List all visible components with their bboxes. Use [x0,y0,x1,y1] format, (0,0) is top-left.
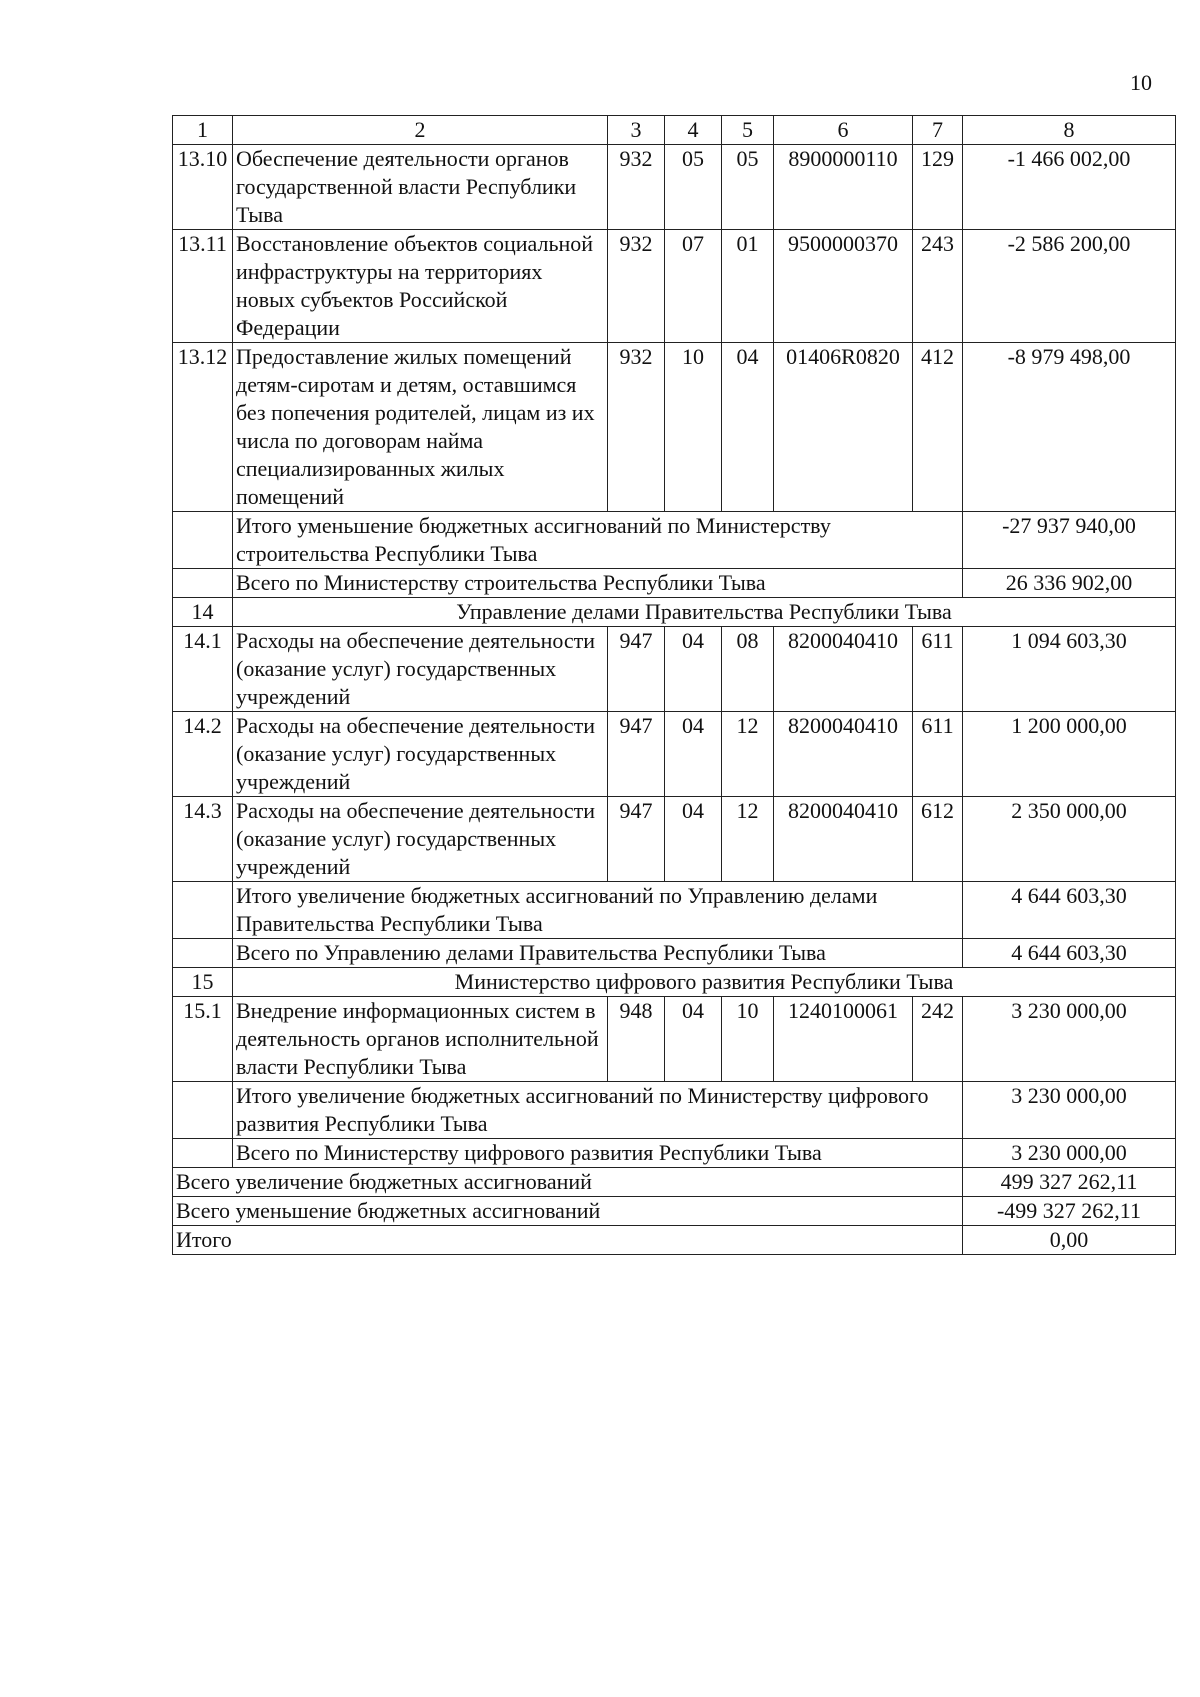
header-cell: 6 [774,116,913,145]
row-col5: 12 [722,712,774,797]
table-row [173,797,1176,882]
row-col7: 243 [913,230,963,343]
empty-cell [173,512,233,569]
table-row [173,145,1176,230]
row-col5: 08 [722,627,774,712]
row-col7: 412 [913,343,963,512]
row-col4: 05 [665,145,722,230]
total-row [173,1226,1176,1255]
row-number: 15.1 [173,997,233,1082]
header-row [173,116,1176,145]
empty-cell [173,1139,233,1168]
row-col6: 9500000370 [774,230,913,343]
row-col4: 04 [665,797,722,882]
summary-text: Всего по Министерству строительства Республики Тыва [233,569,963,598]
empty-cell [173,882,233,939]
total-text: Итого [173,1226,963,1255]
header-cell: 2 [233,116,608,145]
section-row [173,598,1176,627]
row-col3: 948 [608,997,665,1082]
row-col6: 8200040410 [774,797,913,882]
total-text: Всего увеличение бюджетных ассигнований [173,1168,963,1197]
header-cell: 4 [665,116,722,145]
header-cell: 3 [608,116,665,145]
header-cell: 5 [722,116,774,145]
summary-row [173,569,1176,598]
row-amount: 1 200 000,00 [963,712,1176,797]
table-row [173,343,1176,512]
row-col5: 05 [722,145,774,230]
section-title: Министерство цифрового развития Республики Тыва [233,968,1176,997]
row-col6: 8200040410 [774,627,913,712]
row-description: Предоставление жилых помещений детям-сиротам и детям, оставшимся без попечения родителей, лицам из их числа по договорам найма специализированных жилых помещений [233,343,608,512]
row-col5: 10 [722,997,774,1082]
row-amount: -1 466 002,00 [963,145,1176,230]
section-title: Управление делами Правительства Республики Тыва [233,598,1176,627]
summary-row [173,1082,1176,1139]
row-amount: 1 094 603,30 [963,627,1176,712]
summary-row [173,1139,1176,1168]
summary-amount: 3 230 000,00 [963,1139,1176,1168]
empty-cell [173,939,233,968]
row-col3: 932 [608,145,665,230]
row-amount: -8 979 498,00 [963,343,1176,512]
row-col6: 01406R0820 [774,343,913,512]
row-col7: 242 [913,997,963,1082]
total-amount: -499 327 262,11 [963,1197,1176,1226]
row-number: 13.11 [173,230,233,343]
total-text: Всего уменьшение бюджетных ассигнований [173,1197,963,1226]
row-col6: 8900000110 [774,145,913,230]
summary-amount: 3 230 000,00 [963,1082,1176,1139]
row-col7: 129 [913,145,963,230]
row-amount: -2 586 200,00 [963,230,1176,343]
total-row [173,1168,1176,1197]
row-col5: 01 [722,230,774,343]
row-amount: 2 350 000,00 [963,797,1176,882]
summary-text: Всего по Управлению делами Правительства Республики Тыва [233,939,963,968]
summary-row [173,512,1176,569]
summary-amount: 4 644 603,30 [963,939,1176,968]
summary-text: Итого увеличение бюджетных ассигнований по Министерству цифрового развития Республики Тыва [233,1082,963,1139]
row-col5: 04 [722,343,774,512]
section-row [173,968,1176,997]
budget-table [172,115,1176,1255]
row-description: Внедрение информационных систем в деятельность органов исполнительной власти Республики Тыва [233,997,608,1082]
row-description: Восстановление объектов социальной инфраструктуры на территориях новых субъектов Российской Федерации [233,230,608,343]
page-number: 10 [1130,70,1152,95]
summary-amount: 26 336 902,00 [963,569,1176,598]
row-col4: 10 [665,343,722,512]
row-col3: 947 [608,712,665,797]
row-col4: 07 [665,230,722,343]
section-number: 15 [173,968,233,997]
row-col6: 1240100061 [774,997,913,1082]
header-cell: 8 [963,116,1176,145]
row-description: Обеспечение деятельности органов государственной власти Республики Тыва [233,145,608,230]
summary-text: Итого уменьшение бюджетных ассигнований по Министерству строительства Республики Тыва [233,512,963,569]
row-col4: 04 [665,712,722,797]
row-description: Расходы на обеспечение деятельности (оказание услуг) государственных учреждений [233,712,608,797]
row-col6: 8200040410 [774,712,913,797]
row-number: 14.2 [173,712,233,797]
row-number: 14.3 [173,797,233,882]
summary-row [173,939,1176,968]
summary-amount: -27 937 940,00 [963,512,1176,569]
row-col5: 12 [722,797,774,882]
total-row [173,1197,1176,1226]
row-col3: 932 [608,343,665,512]
table-row [173,230,1176,343]
summary-row [173,882,1176,939]
row-number: 13.12 [173,343,233,512]
row-number: 14.1 [173,627,233,712]
row-col7: 611 [913,627,963,712]
total-amount: 0,00 [963,1226,1176,1255]
summary-amount: 4 644 603,30 [963,882,1176,939]
row-col3: 947 [608,797,665,882]
row-number: 13.10 [173,145,233,230]
row-col7: 612 [913,797,963,882]
row-amount: 3 230 000,00 [963,997,1176,1082]
total-amount: 499 327 262,11 [963,1168,1176,1197]
table-row [173,997,1176,1082]
row-col7: 611 [913,712,963,797]
empty-cell [173,569,233,598]
section-number: 14 [173,598,233,627]
row-col4: 04 [665,997,722,1082]
header-cell: 1 [173,116,233,145]
table-row [173,627,1176,712]
header-cell: 7 [913,116,963,145]
summary-text: Итого увеличение бюджетных ассигнований по Управлению делами Правительства Республики Тыва [233,882,963,939]
table-row [173,712,1176,797]
row-description: Расходы на обеспечение деятельности (оказание услуг) государственных учреждений [233,627,608,712]
row-col3: 932 [608,230,665,343]
row-description: Расходы на обеспечение деятельности (оказание услуг) государственных учреждений [233,797,608,882]
row-col4: 04 [665,627,722,712]
row-col3: 947 [608,627,665,712]
summary-text: Всего по Министерству цифрового развития Республики Тыва [233,1139,963,1168]
empty-cell [173,1082,233,1139]
